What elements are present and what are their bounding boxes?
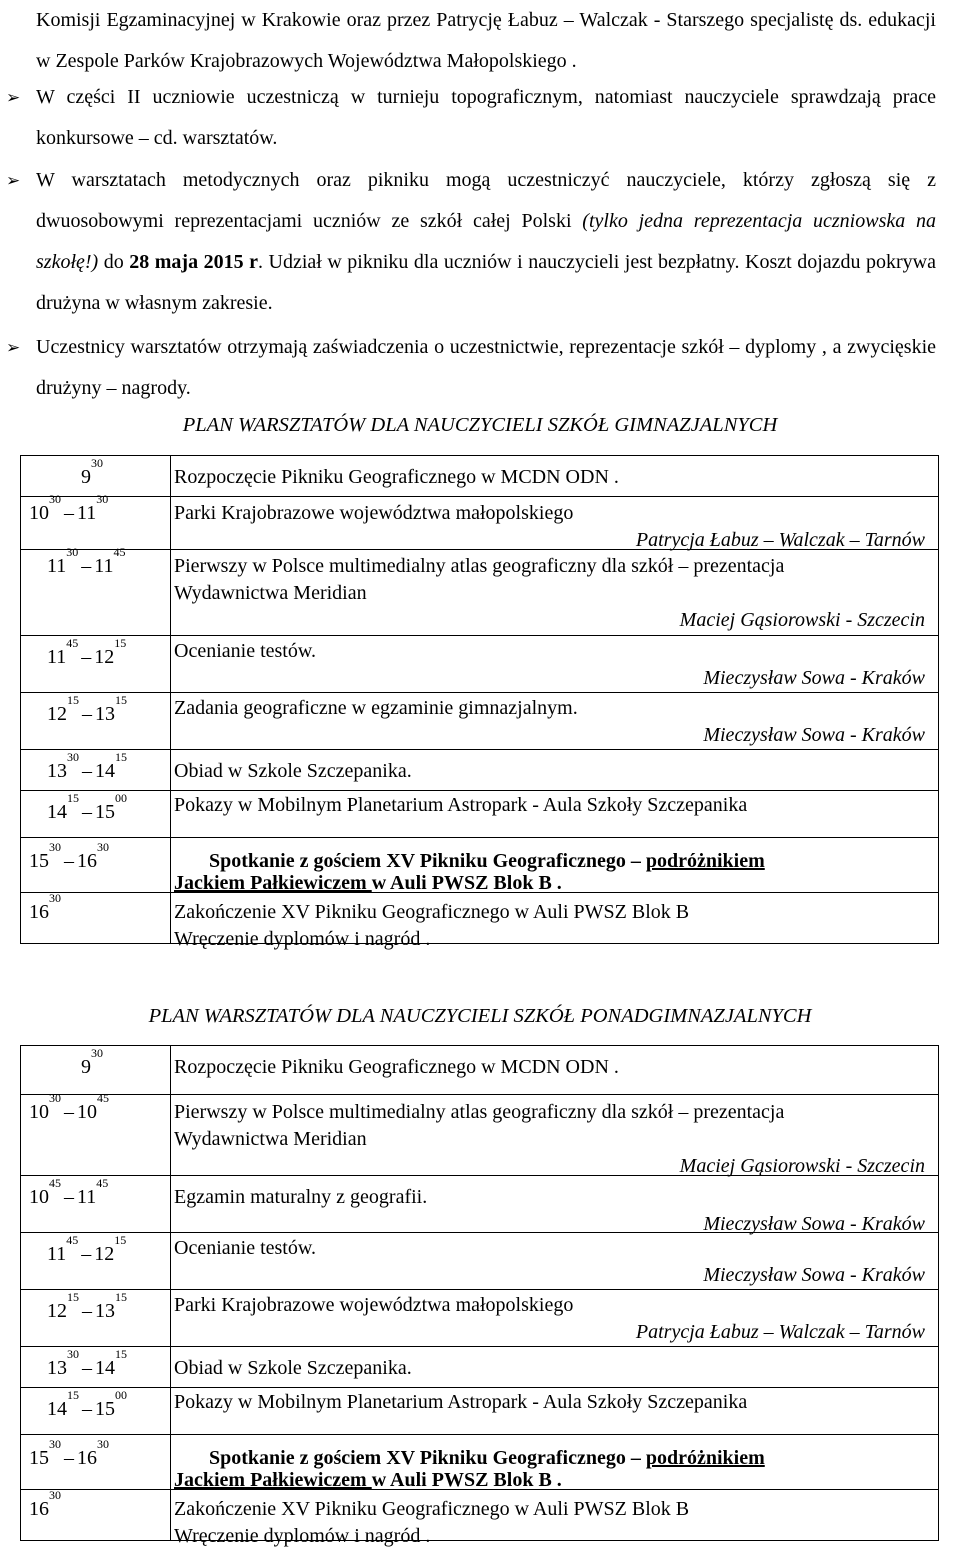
intro-paragraph — [36, 0, 936, 82]
end-minute: 30 — [97, 1437, 109, 1451]
end-minute: 00 — [115, 791, 127, 805]
start-minute: 30 — [67, 750, 79, 764]
time-range — [47, 636, 127, 669]
time-range — [47, 1290, 127, 1323]
schedule-row — [21, 1176, 939, 1233]
session-title: Rozpoczęcie Pikniku Geograficznego w MCDN ODN . — [174, 466, 619, 488]
schedule-row — [21, 1046, 939, 1095]
session-title: Pokazy w Mobilnym Planetarium Astropark - Aula Szkoły Szczepanika — [174, 1391, 748, 1413]
speaker-name: Mieczysław Sowa - Kraków — [703, 724, 925, 746]
section-heading-ponadgimnazjalne: PLAN WARSZTATÓW DLA NAUCZYCIELI SZKÓŁ PONADGIMNAZJALNYCH — [148, 1005, 812, 1027]
schedule-row — [21, 1233, 939, 1290]
start-hour: 15 — [29, 850, 49, 872]
time-range — [81, 456, 103, 489]
end-hour: 13 — [95, 1300, 115, 1322]
time-range — [47, 1233, 127, 1266]
bullet-workshops-text-e: . Udział w pikniku dla uczniów i nauczycieli jest bezpłatny. Koszt dojazdu pokrywa drużyna w własnym zakresie. — [36, 251, 936, 314]
end-hour: 12 — [94, 1243, 115, 1265]
start-hour: 14 — [47, 801, 67, 823]
session-title: Zakończenie XV Pikniku Geograficznego w Auli PWSZ Blok B — [174, 1498, 690, 1520]
start-minute: 30 — [49, 492, 61, 506]
guest-name-line — [174, 1469, 562, 1492]
session-title: Obiad w Szkole Szczepanika. — [174, 1357, 412, 1379]
end-minute: 15 — [115, 1347, 127, 1361]
session-subtitle: Wydawnictwa Meridian — [174, 1128, 367, 1150]
dash-separator: – — [82, 703, 92, 725]
schedule-row — [21, 636, 939, 693]
start-hour: 10 — [29, 1186, 49, 1208]
bullet-workshops-text-c: do — [98, 251, 130, 273]
end-minute: 15 — [115, 1290, 127, 1304]
end-minute: 15 — [115, 750, 127, 764]
dash-separator: – — [81, 555, 92, 577]
arrowhead-bullet-icon: ➢ — [6, 171, 21, 191]
intro-text: Komisji Egzaminacyjnej w Krakowie oraz przez Patrycję Łabuz – Walczak - Starszego specjalistę ds. edukacji w Zespole Parków Krajobrazowych Województwa Małopolskiego . — [36, 9, 936, 72]
start-hour: 9 — [81, 466, 91, 488]
start-minute: 30 — [49, 1091, 61, 1105]
end-hour: 16 — [77, 1447, 97, 1469]
end-minute: 30 — [96, 492, 109, 506]
time-range — [29, 891, 61, 924]
end-minute: 45 — [113, 545, 126, 559]
schedule-table-gimnazjalne — [20, 455, 939, 950]
start-hour: 10 — [29, 1101, 49, 1123]
end-hour: 16 — [77, 850, 97, 872]
time-range — [29, 1176, 109, 1209]
arrowhead-bullet-icon: ➢ — [6, 88, 21, 108]
bullet-certificates-text: Uczestnicy warsztatów otrzymają zaświadczenia o uczestnictwie, reprezentacje szkół – dyplomy , a zwycięskie drużyny – nagrody. — [36, 336, 936, 399]
guest-location: w Auli PWSZ Blok B . — [371, 872, 562, 894]
schedule-row — [21, 1290, 939, 1347]
schedule-row — [21, 791, 939, 838]
guest-meeting-text: Spotkanie z gościem XV Pikniku Geograficznego – — [209, 850, 646, 872]
session-title: Pierwszy w Polsce multimedialny atlas geograficzny dla szkół – prezentacja — [174, 1101, 785, 1123]
bullet-part-two — [36, 77, 936, 159]
schedule-row — [21, 1388, 939, 1435]
bullet-workshops — [36, 160, 936, 324]
start-minute: 45 — [66, 636, 79, 650]
end-hour: 11 — [77, 1186, 97, 1208]
speaker-name: Mieczysław Sowa - Kraków — [703, 667, 925, 689]
time-range — [47, 1388, 127, 1421]
dash-separator: – — [64, 502, 74, 524]
guest-meeting-line — [209, 1447, 765, 1470]
schedule-row — [21, 497, 939, 550]
start-minute: 45 — [66, 1233, 79, 1247]
dash-separator: – — [64, 1101, 74, 1123]
bullet-workshops-note: (tylko jedna reprezentacja uczniowska na szkołę!) — [36, 210, 937, 273]
arrowhead-bullet-icon: ➢ — [6, 338, 21, 358]
schedule-row — [21, 893, 939, 944]
traveler-label: podróżnikiem — [645, 1447, 765, 1469]
end-minute: 15 — [115, 693, 127, 707]
start-hour: 13 — [47, 1357, 67, 1379]
schedule-row — [21, 550, 939, 636]
start-minute: 30 — [91, 456, 103, 470]
start-hour: 12 — [47, 1300, 67, 1322]
start-hour: 11 — [47, 646, 67, 668]
speaker-name: Patrycja Łabuz – Walczak – Tarnów — [635, 1321, 925, 1343]
session-title: Zakończenie XV Pikniku Geograficznego w Auli PWSZ Blok B — [174, 901, 690, 923]
time-range — [29, 1437, 109, 1470]
speaker-name: Maciej Gąsiorowski - Szczecin — [679, 1155, 925, 1177]
dash-separator: – — [82, 1300, 92, 1322]
session-title: Ocenianie testów. — [174, 1237, 316, 1259]
start-minute: 30 — [66, 545, 79, 559]
guest-name: Jackiem Pałkiewiczem — [174, 1469, 372, 1491]
start-hour: 14 — [47, 1398, 67, 1420]
start-minute: 30 — [49, 1488, 61, 1502]
schedule-row — [21, 1347, 939, 1388]
time-range — [47, 791, 127, 824]
dash-separator: – — [64, 1186, 74, 1208]
dash-separator: – — [82, 1357, 92, 1379]
dash-separator: – — [64, 850, 74, 872]
guest-name-line — [174, 872, 562, 895]
start-hour: 16 — [29, 1498, 49, 1520]
end-hour: 11 — [94, 555, 114, 577]
start-hour: 11 — [47, 555, 67, 577]
start-minute: 30 — [67, 1347, 79, 1361]
end-minute: 15 — [114, 636, 127, 650]
start-hour: 9 — [81, 1056, 91, 1078]
start-hour: 15 — [29, 1447, 49, 1469]
end-minute: 45 — [97, 1091, 109, 1105]
schedule-table-ponadgimnazjalne — [20, 1045, 939, 1547]
session-title: Ocenianie testów. — [174, 640, 316, 662]
start-hour: 13 — [47, 760, 67, 782]
speaker-name: Mieczysław Sowa - Kraków — [703, 1264, 925, 1286]
guest-location: w Auli PWSZ Blok B . — [371, 1469, 562, 1491]
start-minute: 30 — [49, 840, 61, 854]
schedule-row — [21, 1490, 939, 1541]
traveler-label: podróżnikiem — [645, 850, 765, 872]
session-subtitle: Wydawnictwa Meridian — [174, 582, 367, 604]
bullet-certificates — [36, 327, 936, 409]
bullet-part-two-text: W części II uczniowie uczestniczą w turnieju topograficznym, natomiast nauczyciele sprawdzają prace konkursowe – cd. warsztatów. — [36, 86, 936, 149]
end-minute: 15 — [114, 1233, 127, 1247]
dash-separator: – — [64, 1447, 74, 1469]
session-title: Pierwszy w Polsce multimedialny atlas geograficzny dla szkół – prezentacja — [174, 555, 785, 577]
schedule-row — [21, 456, 939, 497]
dash-separator: – — [81, 1243, 92, 1265]
time-range — [47, 750, 127, 783]
deadline-date: 28 maja 2015 r — [129, 251, 258, 273]
session-subtitle: Wręczenie dyplomów i nagród . — [174, 1525, 431, 1547]
time-range — [47, 693, 127, 726]
start-hour: 11 — [47, 1243, 67, 1265]
guest-meeting-line — [209, 850, 765, 873]
start-minute: 15 — [67, 791, 79, 805]
session-title: Obiad w Szkole Szczepanika. — [174, 760, 412, 782]
end-hour: 14 — [95, 1357, 115, 1379]
start-hour: 12 — [47, 703, 67, 725]
start-hour: 16 — [29, 901, 49, 923]
session-title: Zadania geograficzne w egzaminie gimnazjalnym. — [174, 697, 578, 719]
time-range — [29, 840, 109, 873]
dash-separator: – — [82, 760, 92, 782]
end-minute: 00 — [115, 1388, 127, 1402]
end-hour: 13 — [95, 703, 115, 725]
dash-separator: – — [81, 646, 92, 668]
start-minute: 15 — [67, 1388, 79, 1402]
session-title: Pokazy w Mobilnym Planetarium Astropark - Aula Szkoły Szczepanika — [174, 794, 748, 816]
session-title: Rozpoczęcie Pikniku Geograficznego w MCDN ODN . — [174, 1056, 619, 1078]
end-minute: 30 — [97, 840, 109, 854]
session-title: Parki Krajobrazowe województwa małopolskiego — [174, 1294, 574, 1316]
guest-meeting-text: Spotkanie z gościem XV Pikniku Geograficznego – — [209, 1447, 646, 1469]
bullet-workshops-text-a: W warsztatach metodycznych oraz pikniku mogą uczestniczyć nauczyciele, którzy zgłoszą się z dwuosobowymi reprezentacjami uczniów ze szkół całej Polski — [36, 169, 936, 232]
session-title: Egzamin maturalny z geografii. — [174, 1186, 428, 1208]
schedule-row — [21, 693, 939, 750]
start-minute: 30 — [49, 1437, 61, 1451]
start-hour: 10 — [29, 502, 49, 524]
time-range — [29, 1091, 109, 1124]
time-range — [81, 1046, 103, 1079]
session-subtitle: Wręczenie dyplomów i nagród . — [174, 928, 431, 950]
guest-name: Jackiem Pałkiewiczem — [174, 872, 372, 894]
time-range — [47, 1347, 127, 1380]
session-title: Parki Krajobrazowe województwa małopolskiego — [174, 502, 574, 524]
time-range — [29, 492, 109, 525]
end-hour: 15 — [95, 801, 115, 823]
end-hour: 11 — [77, 502, 97, 524]
speaker-name: Maciej Gąsiorowski - Szczecin — [679, 609, 925, 631]
schedule-row — [21, 838, 939, 893]
schedule-row — [21, 1095, 939, 1176]
dash-separator: – — [82, 801, 92, 823]
end-hour: 15 — [95, 1398, 115, 1420]
end-hour: 10 — [77, 1101, 97, 1123]
end-minute: 45 — [96, 1176, 109, 1190]
time-range — [29, 1488, 61, 1521]
section-heading-gimnazjalne: PLAN WARSZTATÓW DLA NAUCZYCIELI SZKÓŁ GIMNAZJALNYCH — [182, 414, 778, 436]
time-range — [47, 545, 126, 578]
start-minute: 15 — [67, 1290, 79, 1304]
schedule-row — [21, 1435, 939, 1490]
start-minute: 30 — [91, 1046, 103, 1060]
start-minute: 30 — [49, 891, 61, 905]
speaker-name: Mieczysław Sowa - Kraków — [703, 1213, 925, 1235]
end-hour: 14 — [95, 760, 115, 782]
schedule-row — [21, 750, 939, 791]
start-minute: 45 — [49, 1176, 61, 1190]
start-minute: 15 — [67, 693, 79, 707]
end-hour: 12 — [94, 646, 115, 668]
dash-separator: – — [82, 1398, 92, 1420]
speaker-name: Patrycja Łabuz – Walczak – Tarnów — [635, 529, 925, 551]
